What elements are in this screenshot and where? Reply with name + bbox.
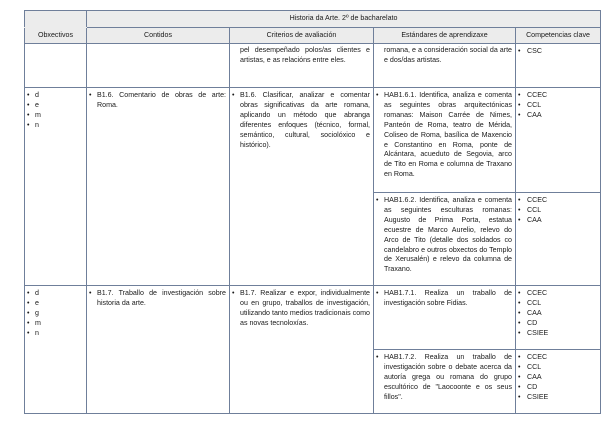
- competence-item: • CAA: [516, 373, 597, 383]
- contents-item: • B1.6. Comentario de obras de arte: Roma.: [87, 91, 226, 111]
- header-standards: Estándares de aprendizaxe: [374, 28, 516, 44]
- header-contents: Contidos: [87, 28, 230, 44]
- header-criteria: Criterios de avaliación: [230, 28, 374, 44]
- competences-cell: [516, 350, 601, 414]
- header-row: [25, 28, 601, 44]
- competence-item: • CD: [516, 383, 597, 393]
- curriculum-table: [24, 10, 601, 414]
- competence-item: • CCL: [516, 206, 597, 216]
- criteria-cell: [230, 286, 374, 414]
- header-objectives: Obxectivos: [25, 28, 87, 44]
- competence-item: • CCL: [516, 101, 597, 111]
- title-row: [25, 11, 601, 28]
- table-title: Historia da Arte. 2º de bacharelato: [87, 11, 601, 28]
- objective-item: • m: [25, 111, 83, 121]
- competence-item: • CAA: [516, 216, 597, 226]
- contents-cell: [87, 286, 230, 414]
- table-row: [25, 88, 601, 193]
- header-competences: Competencias clave: [516, 28, 601, 44]
- objective-item: • n: [25, 329, 83, 339]
- competence-item: • CAA: [516, 111, 597, 121]
- standard-item: • HAB1.6.1. Identifica, analiza e comenta as seguintes obras arquitectónicas romanas: Maison Carrée de Nimes, Panteón de Roma, teatro de Mérida, Coliseo de Roma, basílica de Maxencio e Constantino en Roma, ponte de Alcántara, acueduto de Segovia, arco de Tito en Roma e columna de Traxano en Roma.: [374, 91, 512, 180]
- competence-item: • CSIEE: [516, 329, 597, 339]
- competence-item: • CCEC: [516, 353, 597, 363]
- standard-cell: [374, 88, 516, 193]
- competences-cell: [516, 44, 601, 88]
- objective-item: • e: [25, 101, 83, 111]
- objective-item: • d: [25, 289, 83, 299]
- criteria-item: • B1.6. Clasificar, analizar e comentar obras significativas da arte romana, aplicando un método que abranga diferentes enfoques (técnico, formal, semántico, cultural, sociolóxico e histórico).: [230, 91, 370, 150]
- title-blank-cell: [25, 11, 87, 28]
- criteria-cell: [230, 44, 374, 88]
- standard-item: • HAB1.6.2. Identifica, analiza e comenta as seguintes esculturas romanas: Augusto de Prima Porta, estatua ecuestre de Marco Aurelio, relevo do Arco de Tito (detalle dos soldados co candelabro e outros obxectos do Templo de Xerusalén) e relevo da columna de Traxano.: [374, 196, 512, 275]
- objective-item: • n: [25, 121, 83, 131]
- competences-cell: [516, 286, 601, 350]
- competence-item: • CCL: [516, 299, 597, 309]
- competences-cell: [516, 193, 601, 286]
- objective-item: • m: [25, 319, 83, 329]
- competence-item: • CCEC: [516, 289, 597, 299]
- objective-item: • e: [25, 299, 83, 309]
- competence-item: • CCEC: [516, 196, 597, 206]
- competence-item: • CSIEE: [516, 393, 597, 403]
- table-row: [25, 286, 601, 350]
- standard-item: • HAB1.7.1. Realiza un traballo de investigación sobre Fidias.: [374, 289, 512, 309]
- competence-item: • CD: [516, 319, 597, 329]
- objectives-cell: [25, 44, 87, 88]
- objectives-cell: [25, 88, 87, 286]
- competence-item: • CSC: [516, 47, 597, 57]
- objective-item: • g: [25, 309, 83, 319]
- standard-cell: [374, 350, 516, 414]
- standard-cell: [374, 44, 516, 88]
- table-row: [25, 44, 601, 88]
- competence-item: • CAA: [516, 309, 597, 319]
- curriculum-table-page: [24, 10, 600, 414]
- objective-item: • d: [25, 91, 83, 101]
- standard-item: • HAB1.7.2. Realiza un traballo de investigación sobre o debate acerca da autoría grega ou romana do grupo escultórico de "Laocoonte e os seus fillos".: [374, 353, 512, 403]
- standard-cell: [374, 193, 516, 286]
- competences-cell: [516, 88, 601, 193]
- competence-item: • CCL: [516, 363, 597, 373]
- criteria-item: • B1.7. Realizar e expor, individualmente ou en grupo, traballos de investigación, utilizando tanto medios tradicionais como as novas tecnoloxías.: [230, 289, 370, 329]
- criteria-text: pel desempeñado polos/as clientes e artistas, e as relacións entre eles.: [240, 46, 370, 64]
- standard-cell: [374, 286, 516, 350]
- objectives-cell: [25, 286, 87, 414]
- competence-item: • CCEC: [516, 91, 597, 101]
- standard-text: romana, e a consideración social da arte e dos/das artistas.: [384, 46, 512, 64]
- contents-cell: [87, 88, 230, 286]
- criteria-cell: [230, 88, 374, 286]
- contents-cell: [87, 44, 230, 88]
- contents-item: • B1.7. Traballo de investigación sobre historia da arte.: [87, 289, 226, 309]
